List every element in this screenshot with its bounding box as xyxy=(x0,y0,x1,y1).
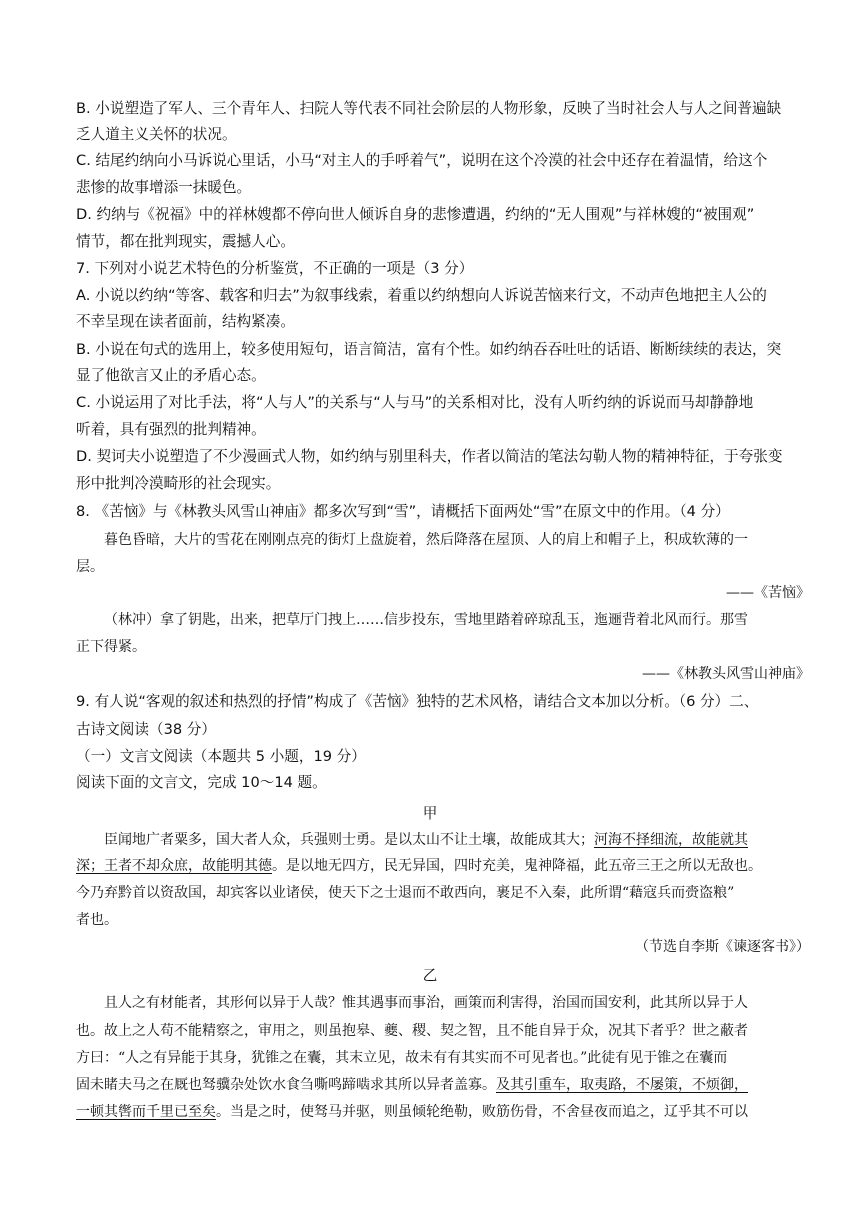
passage-jia-line1-text: 臣闻地广者粟多，国大者人众，兵强则士勇。是以太山不让土壤，故能成其大； xyxy=(104,832,594,848)
section-subheading: （一）文言文阅读（本题共 5 小题，19 分） xyxy=(76,748,366,765)
q6-option-c-line1: C. 结尾约纳向小马诉说心里话，小马“对主人的手呼着气”，说明在这个冷漠的社会中还存在着温情，给这个 xyxy=(76,152,768,169)
q8-source1: ——《苦恼》 xyxy=(726,585,810,601)
q7-option-c-line2: 听着，具有强烈的批判精神。 xyxy=(76,421,266,438)
passage-jia-title: 甲 xyxy=(422,805,438,822)
q7-option-b-line1: B. 小说在句式的选用上，较多使用短句，语言简洁，富有个性。如约纳吞吞吐吐的话语、断断续续的表达，突 xyxy=(76,341,782,358)
passage-yi-underlined-2: 一顿其辔而千里已至矣 xyxy=(76,1104,216,1120)
passage-jia-line4: 者也。 xyxy=(76,912,118,928)
q6-option-b-line2: 乏人道主义关怀的状况。 xyxy=(76,126,237,143)
q7-stem: 7. 下列对小说艺术特色的分析鉴赏，不正确的一项是（3 分） xyxy=(76,260,474,277)
q8-quote2-line1: （林冲）拿了钥匙，出来，把草厅门拽上……信步投东，雪地里踏着碎琼乱玉，迤逦背着北风而行。那雪 xyxy=(104,612,748,628)
passage-jia-line2 xyxy=(76,856,762,876)
passage-yi-underlined-1: 及其引重车，取夷路，不屡策，不烦御， xyxy=(496,1077,748,1093)
passage-jia-underlined-2: 深；王者不却众庶，故能明其德 xyxy=(76,858,272,874)
q7-option-c-line1: C. 小说运用了对比手法，将“人与人”的关系与“人与马”的关系相对比，没有人听约纳的诉说而马却静静地 xyxy=(76,394,754,411)
q7-option-a-line2: 不幸呈现在读者面前，结构紧凑。 xyxy=(76,313,295,330)
passage-jia-line1 xyxy=(104,830,748,850)
passage-yi-title: 乙 xyxy=(422,967,438,984)
passage-jia-source: （节选自李斯《谏逐客书》） xyxy=(635,939,810,955)
passage-yi-line4 xyxy=(76,1075,748,1095)
section-intro: 阅读下面的文言文，完成 10～14 题。 xyxy=(76,774,327,791)
q8-source2: ——《林教头风雪山神庙》 xyxy=(642,666,810,682)
q7-option-d-line1: D. 契诃夫小说塑造了不少漫画式人物，如约纳与别里科夫，作者以简洁的笔法勾勒人物的精神特征，于夸张变 xyxy=(76,448,783,465)
passage-jia-line2-text: 。是以地无四方，民无异国，四时充美，鬼神降福，此五帝三王之所以无敌也。 xyxy=(272,858,762,874)
passage-yi-line1: 且人之有材能者，其形何以异于人哉？惟其遇事而事治，画策而利害得，治国而国安利，此其所以异于人 xyxy=(104,995,748,1011)
q8-stem: 8. 《苦恼》与《林教头风雪山神庙》都多次写到“雪”，请概括下面两处“雪”在原文中的作用。（4 分） xyxy=(76,503,730,520)
q6-option-d-line1: D. 约纳与《祝福》中的祥林嫂都不停向世人倾诉自身的悲惨遭遇，约纳的“无人围观”与祥林嫂的“被围观” xyxy=(76,206,755,223)
q8-quote2-line2: 正下得紧。 xyxy=(76,639,146,655)
passage-yi-line4-text: 固未睹夫马之在厩也驽骥杂处饮水食刍嘶鸣蹄啮求其所以异者盖寡。 xyxy=(76,1077,496,1093)
q9-line1: 9. 有人说“客观的叙述和热烈的抒情”构成了《苦恼》独特的艺术风格，请结合文本加以分析。（6 分）二、 xyxy=(76,693,759,710)
passage-yi-line3: 方曰：“人之有异能于其身，犹锥之在囊，其末立见，故未有有其实而不可见者也。”此徒有见于锥之在囊而 xyxy=(76,1050,728,1066)
q6-option-c-line2: 悲惨的故事增添一抹暖色。 xyxy=(76,179,252,196)
q6-option-b-line1: B. 小说塑造了军人、三个青年人、扫院人等代表不同社会阶层的人物形象，反映了当时社会人与人之间普遍缺 xyxy=(76,100,782,117)
passage-yi-line5 xyxy=(76,1102,748,1122)
q7-option-a-line1: A. 小说以约纳“等客、载客和归去”为叙事线索，着重以约纳想向人诉说苦恼来行文，不动声色地把主人公的 xyxy=(76,287,767,304)
q6-option-d-line2: 情节，都在批判现实，震撼人心。 xyxy=(76,233,295,250)
passage-jia-line3: 今乃弃黔首以资敌国，却宾客以业诸侯，使天下之士退而不敢西向，裹足不入秦，此所谓“藉寇兵而赍盗粮” xyxy=(76,885,735,901)
q8-quote1-line2: 层。 xyxy=(76,559,104,575)
q7-option-d-line2: 形中批判冷漠畸形的社会现实。 xyxy=(76,475,281,492)
passage-yi-line5-text: 。当是之时，使驽马并驱，则虽倾轮绝勒，败筋伤骨，不舍昼夜而追之，辽乎其不可以 xyxy=(216,1104,748,1120)
q7-option-b-line2: 显了他欲言又止的矛盾心态。 xyxy=(76,367,266,384)
q8-quote1-line1: 暮色昏暗，大片的雪花在刚刚点亮的街灯上盘旋着，然后降落在屋顶、人的肩上和帽子上，积成软薄的一 xyxy=(104,532,748,548)
passage-jia-underlined-1: 河海不择细流，故能就其 xyxy=(594,832,748,848)
passage-yi-line2: 也。故上之人苟不能精察之，审用之，则虽抱皋、夔、稷、契之智，且不能自异于众，况其下者乎？世之蔽者 xyxy=(76,1023,748,1039)
q9-line2: 古诗文阅读（38 分） xyxy=(76,721,216,738)
